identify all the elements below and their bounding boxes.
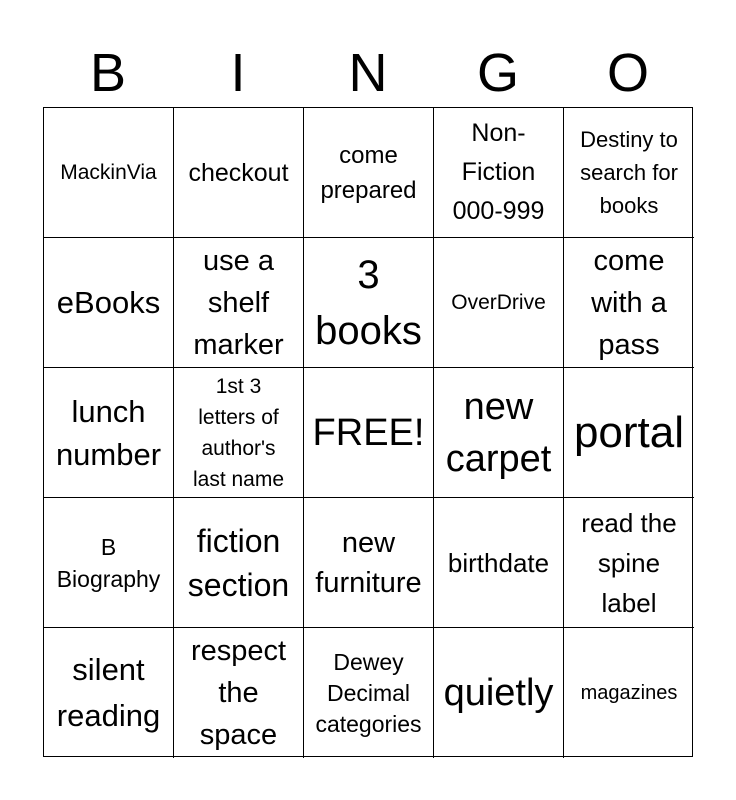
- cell-label: B Biography: [56, 533, 161, 592]
- cell-label: 1st 3 letters of author's last name: [192, 374, 285, 491]
- cell-label: 3 books: [315, 252, 422, 353]
- cell-label: come with a pass: [591, 244, 667, 361]
- cell-label: respect the space: [190, 635, 287, 751]
- cell-label: eBooks: [56, 285, 161, 320]
- cell-label: portal: [573, 407, 685, 457]
- bingo-cell[interactable]: [174, 498, 304, 628]
- bingo-cell[interactable]: [44, 368, 174, 498]
- bingo-cell[interactable]: [434, 238, 564, 368]
- bingo-cell[interactable]: [304, 628, 434, 758]
- cell-label: Dewey Decimal categories: [315, 648, 422, 737]
- bingo-cell[interactable]: [564, 498, 694, 628]
- bingo-cell[interactable]: [434, 368, 564, 498]
- cell-label: Destiny to search for books: [580, 127, 678, 218]
- cell-label: FREE!: [312, 411, 425, 454]
- cell-label: read the spine label: [581, 507, 677, 618]
- header-letter-n: N: [348, 43, 388, 103]
- cell-label: new carpet: [445, 385, 552, 480]
- header-letter-i: I: [230, 43, 246, 103]
- cell-label: use a shelf marker: [193, 244, 284, 361]
- cell-label: birthdate: [447, 547, 550, 578]
- bingo-cell[interactable]: [564, 238, 694, 368]
- cell-label: MackinVia: [60, 160, 157, 184]
- cell-label: magazines: [580, 682, 678, 704]
- bingo-cell[interactable]: [44, 628, 174, 758]
- cell-label: fiction section: [187, 522, 290, 603]
- cell-label: Non- Fiction 000-999: [452, 119, 545, 225]
- cell-label: checkout: [188, 158, 289, 187]
- cell-label: silent reading: [56, 652, 161, 733]
- bingo-cell[interactable]: [44, 238, 174, 368]
- bingo-cell[interactable]: [174, 628, 304, 758]
- bingo-cell[interactable]: [434, 108, 564, 238]
- bingo-cell[interactable]: [174, 368, 304, 498]
- bingo-cell[interactable]: [174, 108, 304, 238]
- bingo-cell[interactable]: [434, 628, 564, 758]
- header-letter-o: O: [606, 43, 649, 103]
- bingo-cell[interactable]: [304, 108, 434, 238]
- header-letter-b: B: [89, 43, 127, 103]
- cell-label: come prepared: [320, 141, 417, 204]
- bingo-cell[interactable]: [44, 498, 174, 628]
- cell-label: new furniture: [315, 526, 422, 599]
- bingo-cell[interactable]: [304, 238, 434, 368]
- bingo-header: [43, 40, 693, 106]
- cell-label: OverDrive: [451, 290, 546, 314]
- cell-label: lunch number: [55, 393, 162, 472]
- cell-label: quietly: [443, 672, 554, 714]
- bingo-cell[interactable]: [434, 498, 564, 628]
- bingo-cell[interactable]: [174, 238, 304, 368]
- bingo-cell[interactable]: [304, 368, 434, 498]
- bingo-card-grid: [43, 107, 693, 757]
- bingo-cell[interactable]: [44, 108, 174, 238]
- bingo-cell[interactable]: [564, 628, 694, 758]
- bingo-cell[interactable]: [564, 368, 694, 498]
- header-letter-g: G: [476, 43, 519, 103]
- bingo-cell[interactable]: [564, 108, 694, 238]
- bingo-cell[interactable]: [304, 498, 434, 628]
